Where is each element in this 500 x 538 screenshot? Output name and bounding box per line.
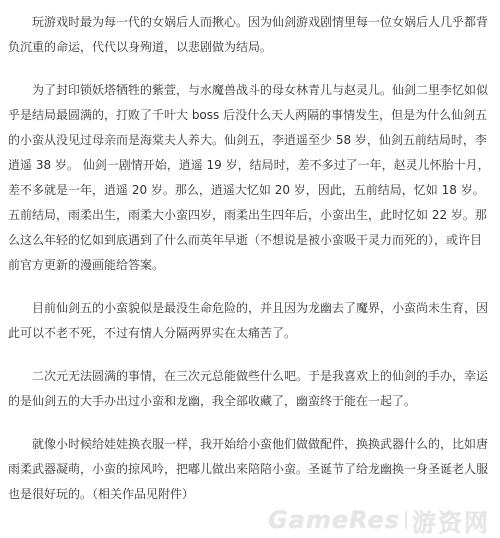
paragraph-xiaoman: 目前仙剑五的小蛮貌似是最没生命危险的，并且因为龙幽去了魔界，小蛮尚未生育，因此可以不老不死，不过有情人分隔两界实在太痛苦了。 bbox=[8, 301, 489, 340]
watermark-cn: 游资网 bbox=[412, 508, 490, 537]
watermark-latin: GameRes bbox=[267, 506, 400, 534]
paragraph-timeline: 为了封印锁妖塔牺牲的紫萱，与水魔兽战斗的母女林青儿与赵灵儿。仙剑二里李忆如似乎是结局最圆满的，打败了千叶大 boss 后没什么天人两隔的事情发生，但是为什么仙剑五的小蛮从没见过母亲而是海棠夫人养大。仙剑五，李逍遥至少 58 岁，仙剑五前结局时，李逍遥 38 岁。 仙剑一剧情开始，逍遥 19 岁，结局时，差不多过了一年，赵灵儿怀胎十月，差不多就是一年，逍遥 20 岁。那么，逍遥大忆如 20 岁，因此，五前结局，忆如 18 岁。 五前结局，雨柔出生，雨柔大小蛮四岁，雨柔出生四年后，小蛮出生，此时忆如 22 岁。那么这么年轻的忆如到底遇到了什么而英年早逝（不想说是被小蛮吸干灵力而死的），或许目前官方更新的漫画能给答案。 bbox=[8, 83, 490, 272]
paragraph-figures: 二次元无法圆满的事情，在三次元总能做些什么吧。于是我喜欢上的仙剑的手办，幸运的是仙剑五的大手办出过小蛮和龙幽，我全部收藏了，幽蛮终于能在一起了。 bbox=[8, 369, 489, 408]
paragraph-accessories: 就像小时候给娃娃换衣服一样，我开始给小蛮他们做做配件，换换武器什么的，比如唐雨柔武器凝萌，小蛮的掠风吟，把嘟儿做出来陪陪小蛮。圣诞节了给龙幽换一身圣诞老人服也是很好玩的。（相关作品见附件） bbox=[8, 437, 489, 501]
paragraph-intro: 玩游戏时最为每一代的女娲后人而揪心。因为仙剑游戏剧情里每一位女娲后人几乎都背负沉重的命运，代代以身殉道，以悲剧做为结局。 bbox=[8, 15, 489, 54]
